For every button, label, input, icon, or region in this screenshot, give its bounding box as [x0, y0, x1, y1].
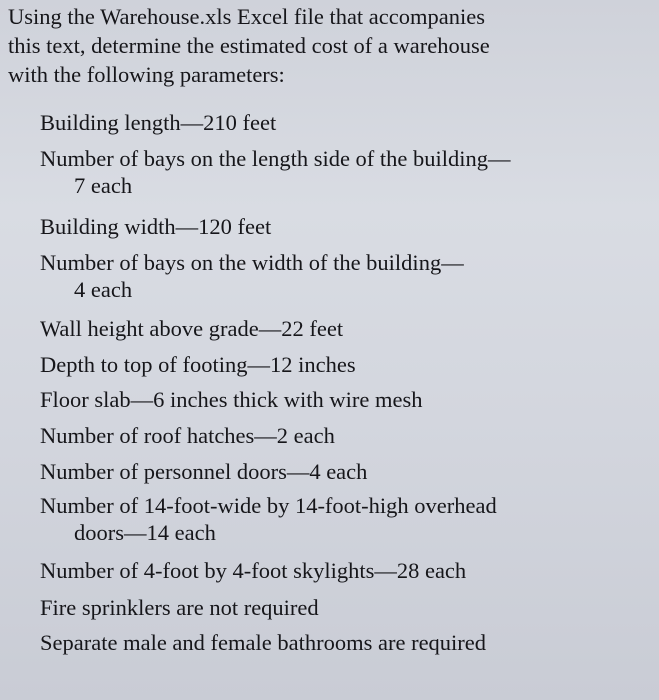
parameter-overhead-doors	[40, 492, 497, 546]
parameter-text: Wall height above grade—22 feet	[40, 316, 344, 341]
parameter-continuation: doors—14 each	[74, 520, 216, 545]
parameter-text: Number of bays on the width of the building—	[40, 250, 464, 275]
parameter-building-length	[40, 109, 276, 136]
parameter-building-width	[40, 213, 271, 240]
parameter-text: Number of roof hatches—2 each	[40, 423, 335, 448]
parameter-text: Number of bays on the length side of the building—	[40, 146, 511, 171]
parameter-text: Separate male and female bathrooms are required	[40, 630, 487, 655]
problem-intro	[8, 2, 648, 89]
parameter-bays-length	[40, 145, 511, 199]
parameter-footing-depth	[40, 351, 356, 378]
parameter-skylights	[40, 557, 466, 584]
parameter-text: Number of personnel doors—4 each	[40, 459, 368, 484]
parameter-text: Number of 4-foot by 4-foot skylights—28 each	[40, 558, 467, 583]
parameter-fire-sprinklers	[40, 594, 319, 621]
parameter-text: Fire sprinklers are not required	[40, 595, 319, 620]
parameter-text: Building width—120 feet	[40, 214, 272, 239]
parameter-continuation: 7 each	[74, 173, 133, 198]
intro-line: with the following parameters:	[8, 62, 285, 87]
parameter-roof-hatches	[40, 422, 335, 449]
parameter-text: Depth to top of footing—12 inches	[40, 352, 356, 377]
parameter-personnel-doors	[40, 458, 367, 485]
intro-line: this text, determine the estimated cost of a warehouse	[8, 33, 490, 58]
parameter-floor-slab	[40, 386, 422, 413]
parameter-continuation: 4 each	[74, 277, 133, 302]
parameter-bathrooms	[40, 629, 486, 656]
parameter-text: Building length—210 feet	[40, 110, 277, 135]
parameter-text: Floor slab—6 inches thick with wire mesh	[40, 387, 423, 412]
parameter-text: Number of 14-foot-wide by 14-foot-high overhead	[40, 493, 497, 518]
parameter-bays-width	[40, 249, 464, 303]
parameter-wall-height	[40, 315, 343, 342]
intro-line: Using the Warehouse.xls Excel file that accompanies	[8, 4, 485, 29]
